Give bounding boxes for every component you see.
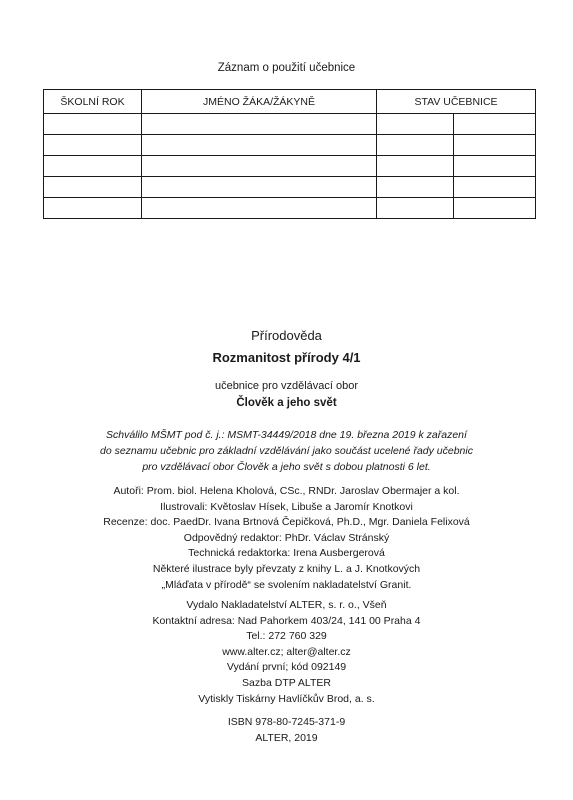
table-cell[interactable]	[454, 177, 536, 198]
credit-line-technical-editor: Technická redaktorka: Irena Ausbergerová	[188, 547, 385, 560]
publisher-line: Vydalo Nakladatelství ALTER, s. r. o., Všeň	[186, 599, 387, 611]
table-cell[interactable]	[377, 198, 454, 219]
table-cell[interactable]	[454, 156, 536, 177]
header-school-year: ŠKOLNÍ ROK	[44, 90, 142, 114]
credit-line-permission: „Mláďata v přírodě“ se svolením nakladatelství Granit.	[161, 578, 412, 591]
table-cell[interactable]	[44, 156, 142, 177]
table-cell[interactable]	[377, 114, 454, 135]
table-cell[interactable]	[377, 135, 454, 156]
table-cell[interactable]	[377, 177, 454, 198]
book-subtitle: učebnice pro vzdělávací obor	[214, 380, 359, 392]
web-and-email[interactable]: www.alter.cz; alter@alter.cz	[222, 645, 351, 658]
table-cell[interactable]	[44, 177, 142, 198]
header-student-name: JMÉNO ŽÁKA/ŽÁKYNĚ	[142, 90, 377, 114]
table-cell[interactable]	[377, 156, 454, 177]
table-cell[interactable]	[44, 135, 142, 156]
table-row	[44, 198, 536, 219]
table-cell[interactable]	[44, 198, 142, 219]
approval-line: pro vzdělávací obor Člověk a jeho svět s dobou platnosti 6 let.	[142, 461, 431, 473]
publisher-year: ALTER, 2019	[255, 731, 318, 744]
record-title: Záznam o použití učebnice	[217, 62, 356, 74]
credit-line-reviewers: Recenze: doc. PaedDr. Ivana Brtnová Čepičková, Ph.D., Mgr. Daniela Felixová	[103, 516, 470, 529]
printer: Vytiskly Tiskárny Havlíčkův Brod, a. s.	[198, 692, 375, 705]
isbn-number: ISBN 978-80-7245-371-9	[227, 716, 346, 728]
book-subject: Přírodověda	[251, 328, 322, 343]
table-cell[interactable]	[142, 177, 377, 198]
credits-block	[0, 484, 573, 593]
edition-code: Vydání první; kód 092149	[226, 661, 347, 674]
credit-line-illustration-source: Některé ilustrace byly převzaty z knihy L. a J. Knotkových	[152, 562, 421, 575]
table-cell[interactable]	[142, 135, 377, 156]
isbn-block	[0, 715, 573, 746]
book-title: Rozmanitost přírody 4/1	[212, 350, 361, 365]
table-cell[interactable]	[142, 114, 377, 135]
table-header-row	[44, 90, 536, 114]
typesetting: Sazba DTP ALTER	[242, 676, 331, 689]
table-row	[44, 135, 536, 156]
credit-line-illustrators: Ilustrovali: Květoslav Hísek, Libuše a Jaromír Knotkovi	[160, 500, 413, 513]
contact-address: Kontaktní adresa: Nad Pahorkem 403/24, 141 00 Praha 4	[152, 614, 421, 627]
usage-record-table	[43, 89, 536, 219]
table-cell[interactable]	[142, 198, 377, 219]
approval-line: Schválilo MŠMT pod č. j.: MSMT-34449/2018 dne 19. března 2019 k zařazení	[106, 429, 467, 441]
approval-line: do seznamu učebnic pro základní vzdělávání jako součást ucelené řady učebnic	[100, 445, 473, 457]
table-row	[44, 156, 536, 177]
publisher-block	[0, 598, 573, 707]
table-row	[44, 177, 536, 198]
header-book-condition: STAV UČEBNICE	[377, 90, 536, 114]
table-cell[interactable]	[142, 156, 377, 177]
credit-line-authors: Autoři: Prom. biol. Helena Kholová, CSc., RNDr. Jaroslav Obermajer a kol.	[113, 485, 460, 497]
educational-area: Člověk a jeho svět	[236, 397, 337, 409]
table-row	[44, 114, 536, 135]
table-cell[interactable]	[454, 114, 536, 135]
phone-number: Tel.: 272 760 329	[246, 630, 327, 643]
approval-notice	[0, 427, 573, 475]
table-cell[interactable]	[454, 135, 536, 156]
table-cell[interactable]	[44, 114, 142, 135]
credit-line-editor: Odpovědný redaktor: PhDr. Václav Stránský	[183, 531, 390, 544]
table-cell[interactable]	[454, 198, 536, 219]
